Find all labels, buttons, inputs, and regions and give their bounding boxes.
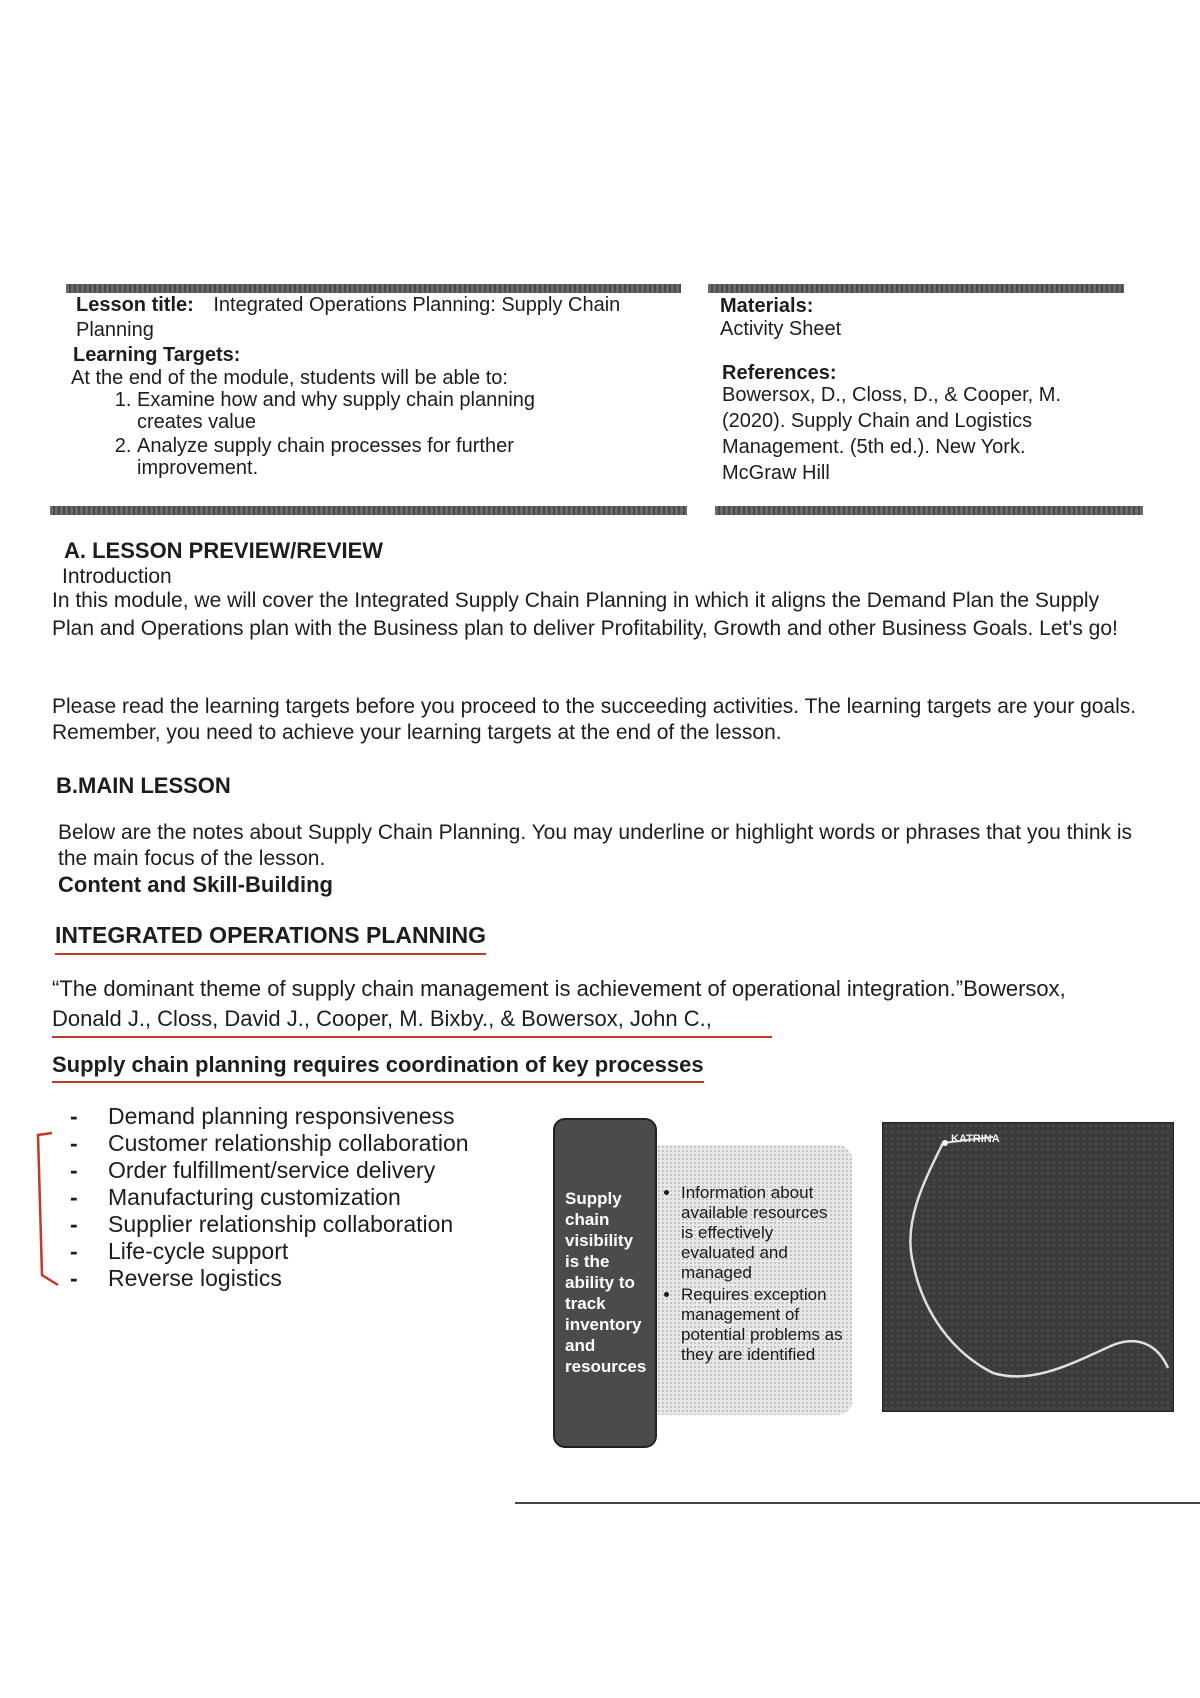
learning-targets-list [71,389,671,481]
header-left-bottom-rule [50,506,687,515]
footer-rule [515,1502,1200,1504]
lesson-title-value: Integrated Operations Planning: Supply Chain [213,294,621,316]
learning-target-item: 1. Examine how and why supply chain planning creates value [137,389,597,433]
section-b-paragraph: Below are the notes about Supply Chain Planning. You may underline or highlight words or phrases that you think is the main focus of the lesson. [58,821,1133,870]
map-label: KATRINA [951,1133,1000,1145]
section-a-paragraph-2: Please read the learning targets before you proceed to the succeeding activities. The learning targets are your goals. Remember, you need to achieve your learning targets at the end of the lesson. [52,695,1137,744]
process-item: - Life-cycle support [70,1238,510,1265]
processes-list [70,1103,510,1292]
references-list [722,382,1122,486]
iop-title: INTEGRATED OPERATIONS PLANNING [55,922,486,955]
header-right-bottom-rule [715,506,1143,515]
process-item: - Customer relationship collaboration [70,1130,510,1157]
materials-label: Materials: [720,295,814,317]
lesson-title-cont: Planning [76,319,154,341]
lesson-title-line [76,293,676,317]
materials-value: Activity Sheet [720,318,842,340]
reference-line: Management. (5th ed.). New York. [722,436,1026,458]
references-label: References: [722,362,837,384]
learning-targets-label: Learning Targets: [73,344,241,366]
visibility-bullet: • Information about available resources is effectively evaluated and managed [681,1183,844,1283]
coord-title: Supply chain planning requires coordination of key processes [52,1052,704,1083]
process-item: - Demand planning responsiveness [70,1103,510,1130]
learning-target-item: 2. Analyze supply chain processes for further improvement. [137,435,567,479]
content-skill-label: Content and Skill-Building [58,872,333,897]
visibility-definition-box: Supply chain visibility is the ability to track inventory and resources [553,1118,657,1448]
reference-line: (2020). Supply Chain and Logistics [722,410,1033,432]
section-a-subtitle: Introduction [62,565,172,588]
iop-quote: “The dominant theme of supply chain management is achievement of operational integration.”Bowersox, Donald J., Closs, David J., Cooper, M. Bixby., & Bowersox, John C., [52,976,1066,1031]
reference-line: Bowersox, D., Closs, D., & Cooper, M. [722,384,1061,406]
iop-quote-underline [52,1036,772,1038]
section-b-title: B.MAIN LESSON [56,773,231,798]
header-left-top-rule [66,284,681,293]
process-item: - Reverse logistics [70,1265,510,1292]
hurricane-map-image [882,1122,1174,1412]
process-item: - Manufacturing customization [70,1184,510,1211]
hurricane-track-graphic [883,1123,1173,1411]
process-item: - Supplier relationship collaboration [70,1211,510,1238]
header-right-top-rule [708,284,1124,293]
process-item: - Order fulfillment/service delivery [70,1157,510,1184]
reference-line: McGraw Hill [722,462,830,484]
visibility-bullet: • Requires exception management of potential problems as they are identified [681,1285,844,1365]
section-a-paragraph-1: In this module, we will cover the Integrated Supply Chain Planning in which it aligns the Demand Plan the Supply Plan and Operations plan with the Business plan to deliver Profitability, Growth and other Business Goals. Let's go! [52,589,1118,640]
section-a-title: A. LESSON PREVIEW/REVIEW [64,538,384,563]
red-bracket-annotation [30,1125,70,1295]
learning-targets-intro: At the end of the module, students will be able to: [71,367,508,389]
lesson-title-label: Lesson title: [76,294,194,316]
visibility-details-panel [657,1145,852,1415]
